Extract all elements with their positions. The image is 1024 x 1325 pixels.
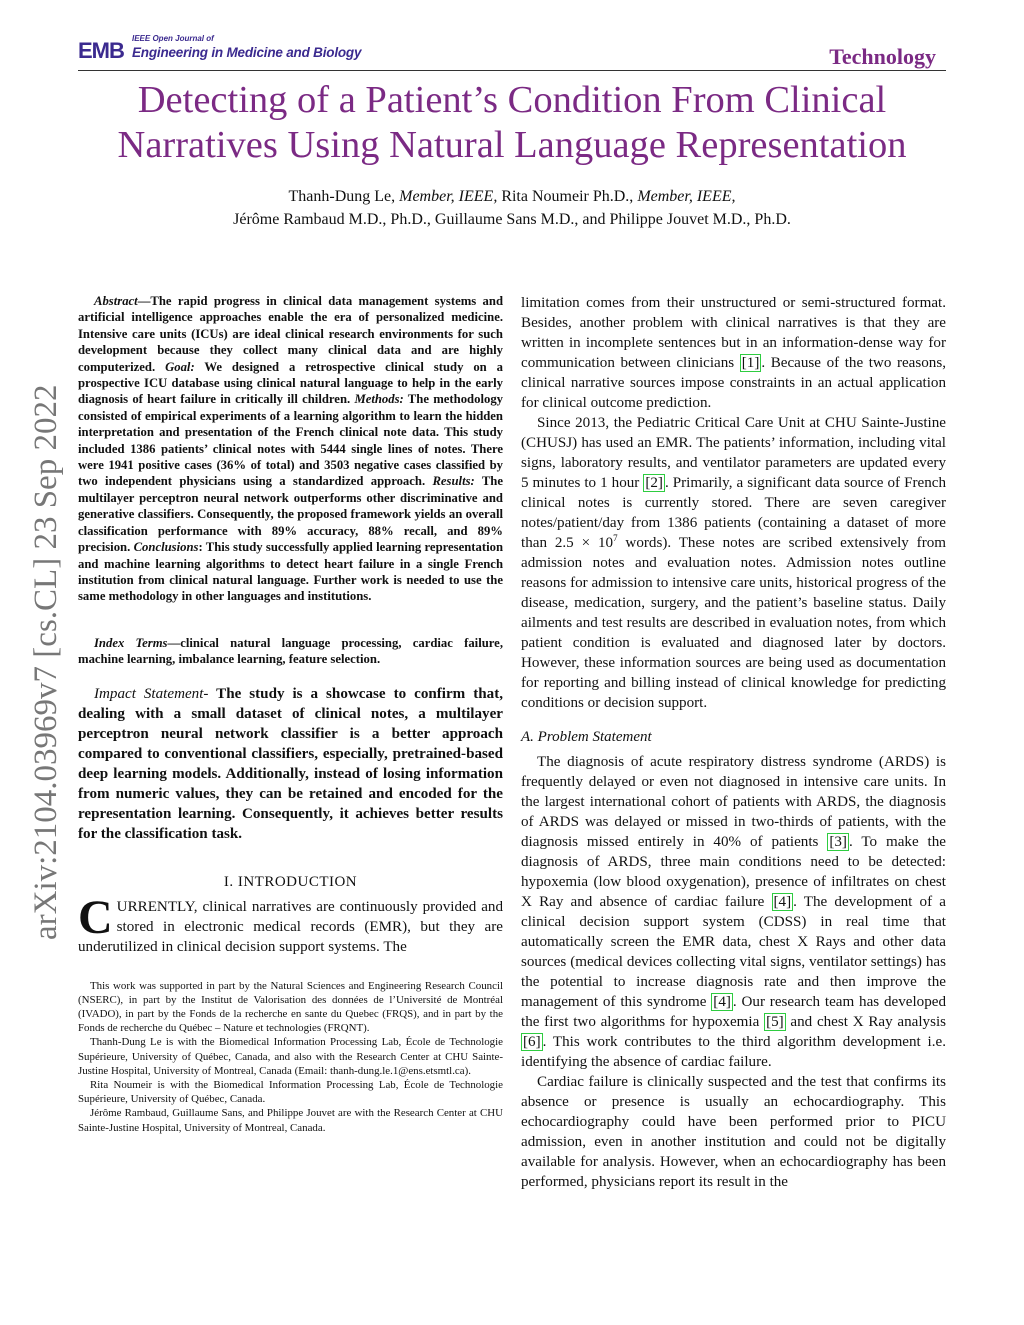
- text-run: and chest X Ray analysis: [785, 1014, 947, 1030]
- results-text: The multilayer perceptron neural network outperforms other discriminative and generative classifiers. Consequently, the proposed framework yields an overall classification performance with 89% accuracy, 88% recall, and 89% precision.: [78, 474, 503, 555]
- citation-link[interactable]: [1]: [741, 355, 760, 371]
- left-column: [78, 293, 503, 1135]
- abstract: [78, 293, 503, 605]
- impact-text: The study is a showcase to confirm that, dealing with a small dataset of clinical notes, a multilayer perceptron neural network classifier is a better approach compared to conventional classifiers, especially, pretrained-based deep learning models. Additionally, instead of losing information from numeric values, they can be retained and encoded for the representation learning. Consequently, it achieves better results for the classification task.: [78, 685, 503, 842]
- citation-link[interactable]: [6]: [523, 1034, 541, 1050]
- body-paragraph-4: Cardiac failure is clinically suspected and the test that confirms its absence or presence is usually an echocardiography. This echocardiography could have been performed prior to PICU admission, even in another institution and could not be digitally available for analysis. However, when an echocardiography has been performed, physicians report its result in the: [521, 1074, 946, 1190]
- citation-link[interactable]: [2]: [645, 475, 663, 491]
- body-paragraph-1: [521, 293, 946, 413]
- text-run: Since 2013, the Pediatric Critical Care Unit at CHU Sainte-Justine (CHUSJ) has used an EMR. The patients’ information, including vital signs, laboratory results, and ventilator parameters are updated every 5 minutes to 1 hour: [521, 415, 946, 491]
- subsection-heading-problem-statement: A. Problem Statement: [521, 729, 652, 745]
- text-run: The diagnosis of acute respiratory distress syndrome (ARDS) is frequently delayed or even not diagnosed in intensive care units. In the largest international cohort of patients with ARDS, the diagnosis of ARDS was delayed or missed in two-thirds of patients, with the diagnosis missed entirely in 40% of patients: [521, 754, 946, 850]
- goal-text: We designed a retrospective clinical study on a prospective ICU database using clinical natural language to help in the early diagnosis of heart failure in critically ill children.: [78, 359, 503, 407]
- citation-link[interactable]: [4]: [773, 894, 792, 910]
- header-rule: [78, 70, 946, 71]
- intro-text: clinical narratives are continuously provided and stored in electronic medical records (EMR), but they are underutilized in clinical decision support systems. The: [78, 898, 503, 955]
- intro-lead: URRENTLY,: [116, 898, 198, 915]
- citation-link[interactable]: [3]: [829, 834, 847, 850]
- abstract-dash: —: [137, 294, 151, 308]
- text-run: . Our research team has developed the first two algorithms for hypoxemia: [521, 994, 946, 1030]
- methods-text: The methodology consisted of empirical experiments of a learning algorithm to learn the hidden interpretation and presentation of the French clinical note data. This study included 1386 patients’ clinical notes with 5444 single lines of notes. There were 1941 positive cases (36% of total) and 3503 negative cases classified by two independent physicians using a standardized approach.: [78, 392, 504, 489]
- abstract-label: Abstract: [94, 294, 138, 308]
- exponent: 7: [613, 532, 618, 543]
- footnotes: [78, 979, 503, 1135]
- author-line-2: Jérôme Rambaud M.D., Ph.D., Guillaume Sans M.D., and Philippe Jouvet M.D., Ph.D.: [233, 211, 791, 228]
- citation-link[interactable]: [4]: [713, 994, 731, 1010]
- journal-name: Engineering in Medicine and Biology: [132, 45, 362, 60]
- text-run: . To make the diagnosis of ARDS, three main conditions need to be detected: hypoxemia (low blood oxygenation), presence of infiltrates on chest X Ray and absence of cardiac failure: [521, 834, 946, 910]
- goal-label: Goal:: [165, 359, 195, 374]
- text-run: . Primarily, a significant data source of French clinical notes is currently stored. There are seven caregiver notes/patient/day from 1386 patients (containing a dataset of more than 2.5 × 10: [521, 475, 946, 551]
- author-2-role: Member, IEEE,: [637, 188, 736, 205]
- author-list: [60, 185, 964, 231]
- abstract-text: The rapid progress in clinical data management systems and artificial intelligence approaches enable the era of personalized medicine. Intensive care units (ICUs) are ideal clinical research environments for such development because they collect many clinical data and are highly computerized.: [78, 294, 503, 374]
- footnote-funding: This work was supported in part by the Natural Sciences and Engineering Research Council (NSERC), in part by the Institut de Valorisation des données de l’Université de Montréal (IVADO), in part by the Fonds de la recherche en sante du Quebec (FRQS), and in part by the Fonds de recherche du Québec – Nature et technologies (FRQNT).: [78, 979, 503, 1035]
- text-run: words). These notes are scribed extensively from admission notes and evaluation notes. Admission notes outline reasons for admission to intensive care units, historical progress of the disease, medication, surgery, and the patient’s baseline status. Daily ailments and test results are described in evaluation notes, from which patient condition is evaluated and diagnosed later by doctors. However, these information sources are being used as documentation for reporting and billing instead of clinical knowledge for predicting conditions or decision support.: [521, 535, 947, 711]
- methods-label: Methods:: [354, 392, 404, 407]
- title-line-2: Narratives Using Natural Language Representation: [117, 124, 907, 166]
- author-2-name: Rita Noumeir Ph.D.,: [497, 188, 638, 205]
- body-paragraph-3: [521, 752, 946, 1072]
- emb-logo: EMB: [78, 38, 124, 63]
- index-terms: [78, 635, 503, 668]
- conclusions-label: Conclusions: [133, 540, 199, 555]
- footnote-author-2: Rita Noumeir is with the Biomedical Information Processing Lab, École de Technologie Supérieure, University of Québec, Canada.: [78, 1078, 503, 1106]
- citation-link[interactable]: [5]: [766, 1014, 784, 1030]
- text-run: . Because of the two reasons, clinical narrative sources impose constraints in an actual application for clinical outcome prediction.: [521, 355, 946, 411]
- title-line-1: Detecting of a Patient’s Condition From Clinical: [137, 79, 887, 121]
- text-run: . This work contributes to the third algorithm development i.e. identifying the absence of cardiac failure.: [521, 1034, 946, 1070]
- impact-label: Impact Statement-: [94, 685, 209, 702]
- right-column: [521, 293, 946, 1192]
- paper-title: [60, 78, 964, 168]
- section-heading-introduction: I. INTRODUCTION: [223, 873, 358, 890]
- impact-statement: [78, 684, 503, 844]
- text-run: limitation comes from their unstructured or semi-structured format. Besides, another problem with clinical narratives is that they are written in incomplete sentences but in an information-dense way for communication between clinicians: [521, 295, 946, 371]
- footnote-other-authors: Jérôme Rambaud, Guillaume Sans, and Philippe Jouvet are with the Research Center at CHU Sainte-Justine Hospital, University of Montreal, Canada.: [78, 1107, 503, 1134]
- index-terms-label: Index Terms: [94, 635, 168, 650]
- footnote-author-1: Thanh-Dung Le is with the Biomedical Information Processing Lab, École de Technologie Supérieure, University of Québec, Canada, and also with the Research Center at CHU Sainte-Justine Hospital, University of Montreal, Canada (Email: thanh-dung.le.1@ens.etsmtl.ca).: [78, 1036, 503, 1077]
- results-label: Results:: [432, 474, 475, 489]
- journal-header: [78, 30, 946, 72]
- arxiv-stamp: arXiv:2104.03969v7 [cs.CL] 23 Sep 2022: [28, 384, 64, 940]
- drop-cap: C: [78, 890, 113, 944]
- text-run: . The development of a clinical decision support system (CDSS) in real time that automatically screen the EMR data, chest X Rays and other data sources (medical devices collecting vital signs, ventilator settings) has the potential to increase diagnosis rate and then improve the management of this syndrome: [521, 894, 946, 1010]
- author-1-role: Member, IEEE,: [399, 188, 498, 205]
- author-1-name: Thanh-Dung Le,: [288, 188, 400, 205]
- section-label: Technology: [829, 44, 936, 69]
- index-terms-text: —clinical natural language processing, cardiac failure, machine learning, imbalance learning, feature selection.: [78, 635, 503, 667]
- journal-prefix: IEEE Open Journal of: [132, 34, 214, 43]
- intro-paragraph: [78, 890, 503, 957]
- conclusions-text: : This study successfully applied learning representation and machine learning algorithms to detect heart failure in a single French institution from clinical natural language. Further work is needed to use the same methodology in other languages and institutions.: [78, 540, 503, 604]
- body-paragraph-2: [521, 413, 946, 713]
